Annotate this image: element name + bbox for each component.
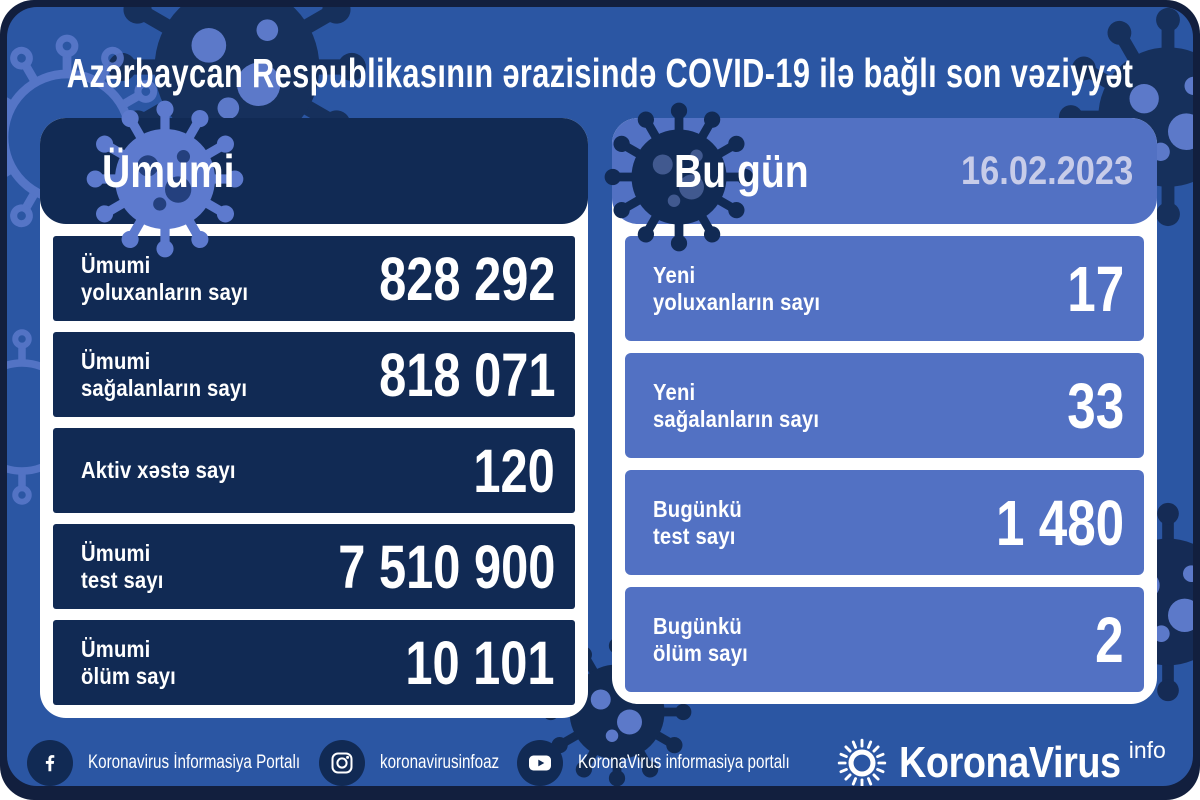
stat-value: 10 101 — [405, 628, 555, 697]
youtube-link[interactable] — [517, 733, 843, 786]
facebook-link[interactable] — [27, 733, 353, 786]
footer — [7, 733, 1193, 786]
stat-label: Ümumi yoluxanların sayı — [81, 252, 249, 305]
stat-label: Bugünkü ölüm sayı — [653, 613, 748, 666]
overall-header — [40, 118, 588, 224]
instagram-icon[interactable] — [319, 740, 365, 786]
stat-value: 7 510 900 — [337, 532, 555, 601]
social-label: koronavirusinfoaz — [380, 752, 500, 773]
virus-logo-icon — [835, 736, 889, 786]
stat-row — [53, 332, 575, 417]
today-rows — [612, 236, 1157, 692]
instagram-link[interactable] — [319, 733, 529, 786]
youtube-icon[interactable] — [517, 740, 563, 786]
social-label: Koronavirus İnformasiya Portalı — [88, 752, 301, 773]
stat-row — [53, 524, 575, 609]
brand-logo — [835, 733, 1166, 786]
stat-value: 1 480 — [995, 486, 1124, 559]
stat-value: 120 — [473, 436, 555, 505]
brand-name: KoronaVirus — [899, 738, 1121, 786]
stat-row — [625, 353, 1144, 458]
stat-row — [625, 470, 1144, 575]
overall-panel — [40, 118, 588, 718]
overall-header-label: Ümumi — [102, 145, 235, 197]
stat-value: 2 — [1095, 603, 1124, 676]
today-header-label: Bu gün — [674, 145, 809, 197]
stat-value: 33 — [1067, 369, 1124, 442]
overall-rows — [40, 236, 588, 705]
infographic-background — [7, 7, 1193, 786]
stat-label: Bugünkü test sayı — [653, 496, 742, 549]
stat-value: 17 — [1067, 252, 1124, 325]
stat-label: Yeni yoluxanların sayı — [653, 262, 821, 315]
stat-label: Aktiv xəstə sayı — [81, 457, 236, 484]
stat-value: 818 071 — [378, 340, 555, 409]
stat-label: Ümumi sağalanların sayı — [81, 348, 248, 401]
date-label: 16.02.2023 — [960, 148, 1133, 193]
stat-row — [625, 587, 1144, 692]
stat-label: Ümumi test sayı — [81, 540, 164, 593]
social-label: KoronaVirus informasiya portalı — [578, 752, 790, 773]
today-header — [612, 118, 1157, 224]
stat-label: Ümumi ölüm sayı — [81, 636, 176, 689]
page-title: Azərbaycan Respublikasının ərazisində COVID-19 ilə bağlı son vəziyyət — [66, 49, 1134, 96]
stat-label: Yeni sağalanların sayı — [653, 379, 820, 432]
facebook-icon[interactable] — [27, 740, 73, 786]
brand-superscript: info — [1128, 736, 1166, 763]
stat-value: 828 292 — [378, 244, 555, 313]
today-panel — [612, 118, 1157, 704]
stat-row — [53, 428, 575, 513]
title-bar — [7, 44, 1193, 102]
stat-row — [53, 620, 575, 705]
